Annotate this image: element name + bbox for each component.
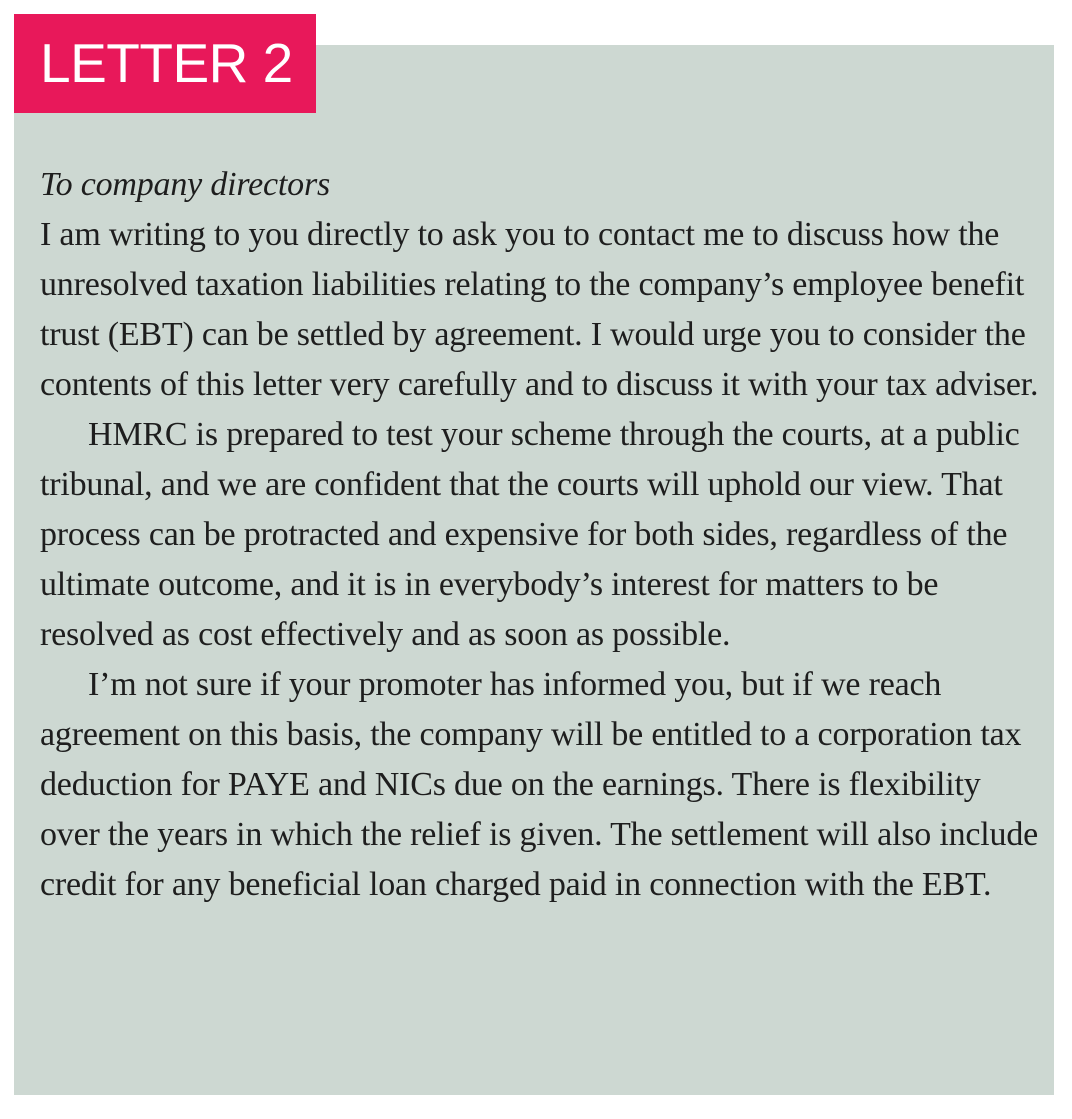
letter-paragraph-1: I am writing to you directly to ask you to contact me to discuss how the unresolved taxation liabilities relating to the company’s employee benefit trust (EBT) can be settled by agreement. I would urge you to consider the contents of this letter very carefully and to discuss it with your tax adviser. bbox=[40, 216, 1039, 403]
letter-label: LETTER 2 bbox=[14, 14, 316, 113]
letter-paragraph-2: HMRC is prepared to test your scheme through the courts, at a public tribunal, and we are confident that the courts will uphold our view. That process can be protracted and expensive for both sides, regardless of the ultimate outcome, and it is in everybody’s interest for matters to be resolved as cost effectively and as soon as possible. bbox=[40, 416, 1020, 653]
letter-paragraph-3: I’m not sure if your promoter has informed you, but if we reach agreement on this basis, the company will be entitled to a corporation tax deduction for PAYE and NICs due on the earnings. There is flexibility over the years in which the relief is given. The settlement will also include credit for any beneficial loan charged paid in connection with the EBT. bbox=[40, 666, 1039, 903]
letter-salutation: To company directors bbox=[40, 166, 331, 203]
letter-body bbox=[40, 160, 1040, 910]
